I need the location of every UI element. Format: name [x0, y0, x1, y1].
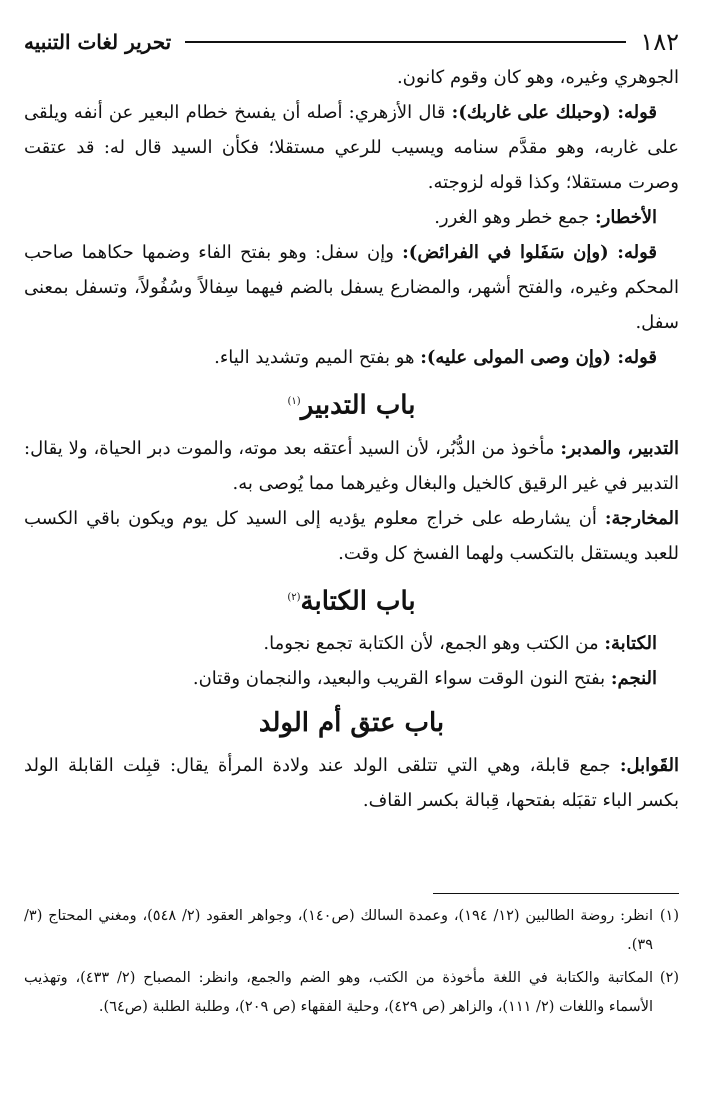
- paragraph-text: من الكتب وهو الجمع، لأن الكتابة تجمع نجوما.: [263, 633, 605, 655]
- term-label: التدبير، والمدبر:: [560, 437, 679, 459]
- paragraph-text: جمع خطر وهو الغرر.: [434, 207, 596, 228]
- paragraph-text: أن يشارطه على خراج معلوم يؤديه إلى السيد كل يوم ويكون باقي الكسب للعبد ويستقل بالتكسب ولهما الفسخ كل وقت.: [24, 507, 679, 564]
- footnote-number: (١): [659, 908, 679, 924]
- term-label: الأخطار:: [595, 207, 657, 228]
- term-label: النجم:: [610, 668, 657, 690]
- term-label: الكتابة:: [604, 633, 657, 655]
- footnote-text: المكاتبة والكتابة في اللغة مأخوذة من الكتب، وهو الضم والجمع، وانظر: المصباح (٢/ ٤٣٣)، وتهذيب الأسماء واللغات (٢/ ١١١)، والزاهر (ص ٤٢٩)، وحلية الفقهاء (ص ٢٠٩)، وطلبة الطلبة (ص٦٤).: [24, 970, 654, 1015]
- paragraph-kitaba: [24, 626, 679, 661]
- header-rule: [185, 41, 626, 43]
- paragraph-tadbir: [24, 431, 679, 501]
- paragraph-text: هو بفتح الميم وتشديد الياء.: [214, 347, 421, 368]
- page-header: [24, 22, 679, 62]
- section-heading-kitaba: باب الكتابة$^{(٢)}$: [287, 586, 416, 617]
- footnotes: [24, 902, 679, 1026]
- footnote: [24, 902, 679, 960]
- paragraph-akhtar: [24, 200, 679, 235]
- term-label: قوله: (وحبلك على غاربك):: [451, 102, 657, 123]
- paragraph-habluka: [24, 95, 679, 200]
- paragraph-qawabil: [24, 748, 679, 818]
- paragraph-text: قال الأزهري: أصله أن يفسخ خطام البعير عن أنفه ويلقى على غاربه، وهو مقدَّم سنامه ويسيب للرعي مستقلا؛ فكأن السيد قال له: قد عتقت وصرت مستقلا؛ وكذا قوله لزوجته.: [24, 102, 679, 193]
- page-body: [24, 60, 679, 818]
- paragraph-safalu: [24, 235, 679, 340]
- paragraph-wassa: [24, 340, 679, 375]
- running-title: تحرير لغات التنبيه: [24, 30, 172, 54]
- term-label: المخارجة:: [604, 507, 679, 529]
- section-heading-tadbir: باب التدبير$^{(١)}$: [287, 390, 416, 421]
- footnote-ref: (٢): [287, 591, 301, 603]
- paragraph-text: بفتح النون الوقت سواء القريب والبعيد، والنجمان وقتان.: [192, 668, 611, 690]
- footnote-ref: (١): [287, 396, 301, 407]
- footnote: [24, 964, 679, 1022]
- paragraph-mukharaja: [24, 501, 679, 571]
- term-label: القَوابل:: [619, 755, 679, 777]
- paragraph-text: مأخوذ من الدُّبُر، لأن السيد أعتقه بعد موته، والموت دبر الحياة، ولا يقال: التدبير في غير الرقيق كالخيل والبغال وغيرهما مما يُوصى به.: [24, 437, 679, 494]
- footnote-text: انظر: روضة الطالبين (١٢/ ١٩٤)، وعمدة السالك (ص١٤٠)، وجواهر العقود (٢/ ٥٤٨)، ومغني المحتاج (٣/ ٣٩).: [24, 908, 653, 953]
- section-heading-umm-walad: باب عتق أم الولد: [258, 708, 445, 739]
- term-label: قوله: (وإن سَفَلوا في الفرائض):: [402, 242, 657, 263]
- term-label: قوله: (وإن وصى المولى عليه):: [420, 347, 657, 368]
- paragraph-text: جمع قابلة، وهي التي تتلقى الولد عند ولادة المرأة يقال: قبِلت القابلة الولد بكسر الباء تقبَله بفتحها، قِبالة بكسر القاف.: [24, 755, 679, 812]
- paragraph-najm: [24, 661, 679, 696]
- footnote-number: (٢): [659, 970, 679, 986]
- paragraph-text: وإن سفل: وهو بفتح الفاء وضمها حكاهما صاحب المحكم وغيره، والفتح أشهر، والمضارع يسفل بالضم فيهما سِفالاً وسُفُولاً، وتسفل بمعنى سفل.: [24, 242, 679, 333]
- footnote-separator: [433, 893, 679, 894]
- paragraph-continuation: الجوهري وغيره، وهو كان وقوم كانون.: [396, 67, 679, 88]
- page-number: ١٨٢: [640, 28, 679, 56]
